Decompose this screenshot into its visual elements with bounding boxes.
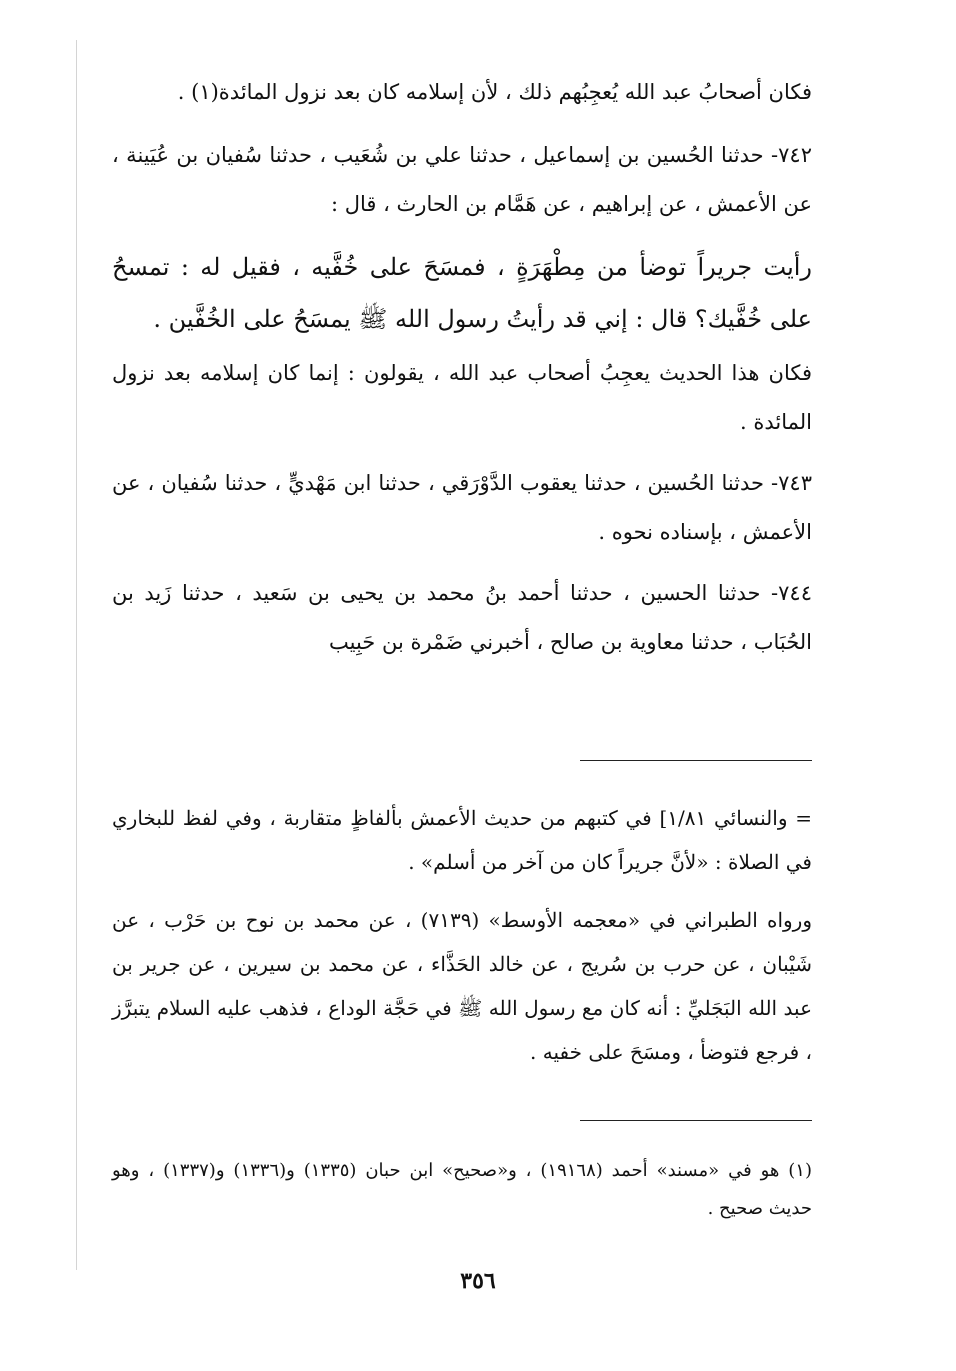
margin-line: [76, 40, 77, 1270]
hadith-744: ٧٤٤- حدثنا الحسين ، حدثنا أحمد بنُ محمد بن يحيى بن سَعيد ، حدثنا زَيد بن الحُبَاب ، حدثنا معاوية بن صالح ، أخبرني ضَمْرة بن حَبِيب: [112, 581, 812, 654]
notes-section: [112, 796, 812, 1074]
hadith-742-isnad: ٧٤٢- حدثنا الحُسين بن إسماعيل ، حدثنا علي بن شُعَيب ، حدثنا سُفيان بن عُيَينة ، عن الأعمش ، عن إبراهيم ، عن هَمَّام بن الحارث ، قال :: [112, 143, 812, 216]
main-text: [112, 68, 812, 667]
separator-rule-1: [580, 760, 812, 761]
separator-rule-2: [580, 1120, 812, 1121]
hadith-742-matn: رأيت جريراً توضأ من مِطْهَرَةٍ ، فمسَحَ على خُفَّيه ، فقيل له : تمسحُ على خُفَّيك؟ قال : إني قد رأيتُ رسول الله ﷺ يمسَحُ على الخُفَّين .: [112, 253, 812, 333]
note-tabarani: ورواه الطبراني في «معجمه الأوسط» (٧١٣٩) ، عن محمد بن نوح بن حَرْب ، عن شَيْبان ، عن حرب بن سُريج ، عن خالد الحَذَّاء ، عن محمد بن سيرين ، عن جرير بن عبد الله البَجَليِّ : أنه كان مع رسول الله ﷺ في حَجَّة الوداع ، فذهب عليه السلام يتبرَّز ، فرجع فتوضأ ، ومسَحَ على خفيه .: [112, 908, 812, 1064]
footnote-section: [112, 1152, 812, 1228]
hadith-743: ٧٤٣- حدثنا الحُسين ، حدثنا يعقوب الدَّوْرَقي ، حدثنا ابن مَهْديٍّ ، حدثنا سُفيان ، عن الأعمش ، بإسناده نحوه .: [112, 471, 812, 544]
page-number: ٣٥٦: [460, 1268, 496, 1294]
footnote-1: (١) هو في «مسند» أحمد (١٩١٦٨) ، و«صحيح» ابن حبان (١٣٣٥) و(١٣٣٦) و(١٣٣٧) ، وهو حديث صحيح .: [112, 1160, 812, 1219]
note-continued: = والنسائي ١/٨١] في كتبهم من حديث الأعمش بألفاظٍ متقاربة ، وفي لفظ للبخاري في الصلاة : «لأنَّ جريراً كان من آخر من أسلم» .: [112, 806, 812, 874]
paragraph-1: فكان أصحابُ عبد الله يُعجِبُهم ذلك ، لأن إسلامه كان بعد نزول المائدة(١) .: [177, 80, 812, 104]
hadith-742-comment: فكان هذا الحديث يعجِبُ أصحاب عبد الله ، يقولون : إنما كان إسلامه بعد نزول المائدة .: [112, 361, 812, 434]
